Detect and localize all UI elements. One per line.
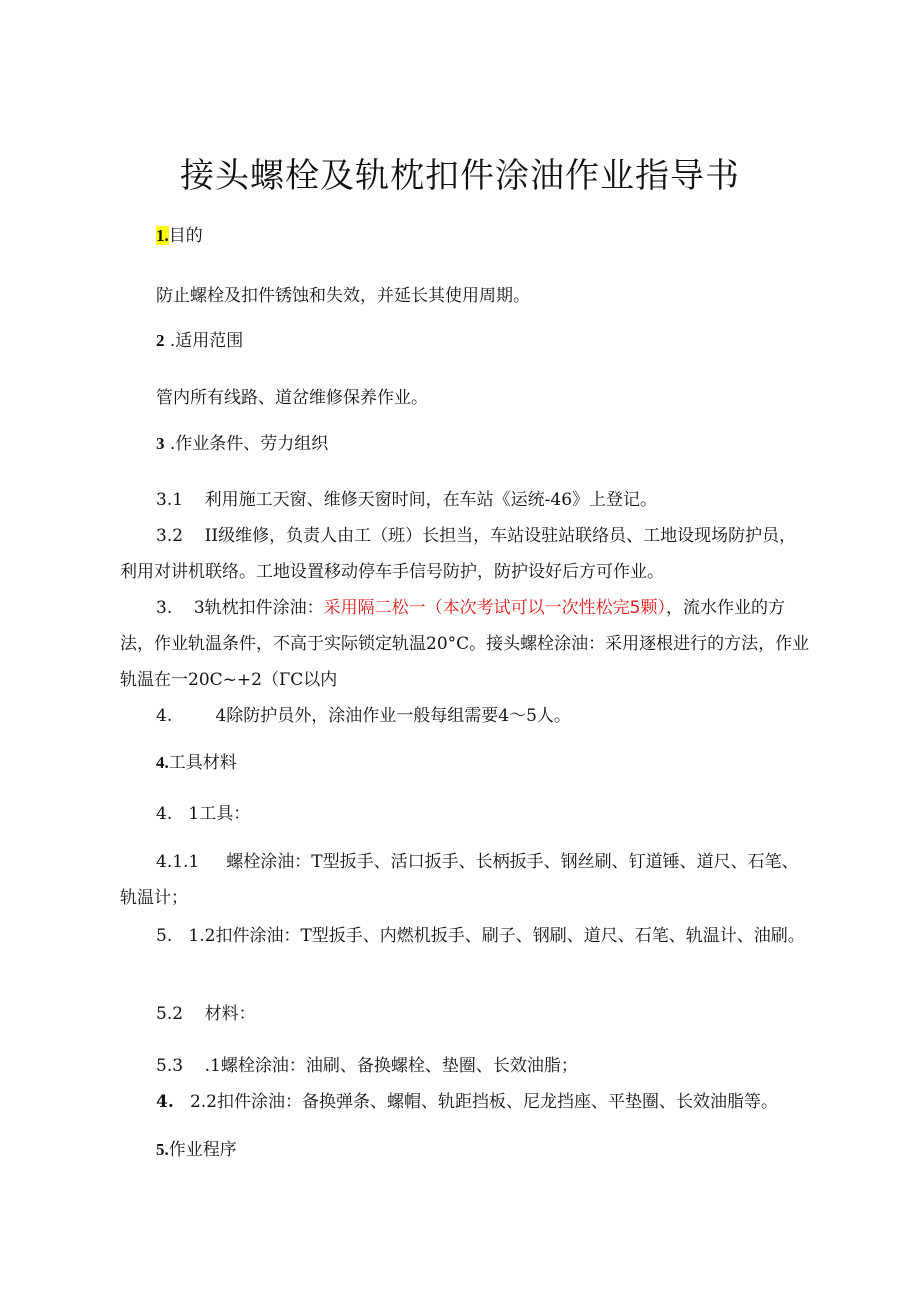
paragraph-3-4: 4. 4除防护员外，涂油作业一般每组需要4～5人。 — [156, 706, 571, 726]
exam-note-red: 采用隔二松一（本次考试可以一次性松完5颗） — [323, 598, 666, 618]
section-label: 作业程序 — [168, 1140, 237, 1160]
paragraph-purpose: 防止螺栓及扣件锈蚀和失效，并延长其使用周期。 — [156, 286, 530, 306]
section-number: 3 — [156, 434, 165, 453]
paragraph-3-1: 3.1 利用施工天窗、维修天窗时间，在车站《运统-46》上登记。 — [156, 490, 658, 510]
paragraph-4-1-2: 5. 1.2扣件涂油：T型扳手、内燃机扳手、刷子、钢刷、道尺、石笔、轨温计、油刷。 — [156, 926, 805, 946]
paragraph-3-2: 3.2 II级维修，负责人由工（班）长担当，车站设驻站联络员、工地设现场防护员，利用对讲机联络。工地设置移动停车手信号防护，防护设好后方可作业。 — [120, 526, 797, 582]
section-label: 目的 — [168, 226, 203, 246]
section-heading-5 — [156, 1135, 237, 1160]
paragraph-text: 2.2扣件涂油：备换弹条、螺帽、轨距挡板、尼龙挡座、平垫圈、长效油脂等。 — [173, 1092, 778, 1112]
section-heading-1 — [156, 221, 203, 246]
section-label: 工具材料 — [168, 753, 237, 773]
paragraph-4-1: 4. 1工具： — [156, 804, 251, 824]
section-number: 4. — [156, 753, 169, 772]
section-number: 2 — [156, 331, 165, 350]
section-number: 1. — [156, 226, 169, 245]
paragraph-3-3-end: ，流水作业的方法，作业轨温条件，不高于实际锁定轨温20°C。接头螺栓涂油：采用逐根进行的方法，作业轨温在一20C~+2（ГC以内 — [120, 598, 810, 690]
paragraph-5-2: 5.2 材料： — [156, 1004, 256, 1024]
paragraph-4-1-1: 4.1.1 螺栓涂油：T型扳手、活口扳手、长柄扳手、钢丝刷、钉道锤、道尺、石笔、轨温计； — [120, 852, 799, 908]
paragraph-3-3 — [120, 590, 810, 698]
paragraph-3-3-start: 3. 3轨枕扣件涂油： — [156, 598, 324, 618]
section-heading-4 — [156, 748, 237, 773]
document-title: 接头螺栓及轨枕扣件涂油作业指导书 — [180, 156, 740, 196]
paragraph-5-3: 5.3 .1螺栓涂油：油刷、备换螺栓、垫圈、长效油脂； — [156, 1056, 578, 1076]
section-heading-2 — [156, 326, 243, 351]
section-label: .作业条件、劳力组织 — [164, 434, 329, 454]
section-label: .适用范围 — [164, 331, 244, 351]
paragraph-4-2-2 — [156, 1084, 846, 1120]
paragraph-scope: 管内所有线路、道岔维修保养作业。 — [156, 388, 428, 408]
section-heading-3 — [156, 429, 328, 454]
section-number: 5. — [156, 1140, 169, 1159]
paragraph-number: 4. — [156, 1092, 174, 1112]
